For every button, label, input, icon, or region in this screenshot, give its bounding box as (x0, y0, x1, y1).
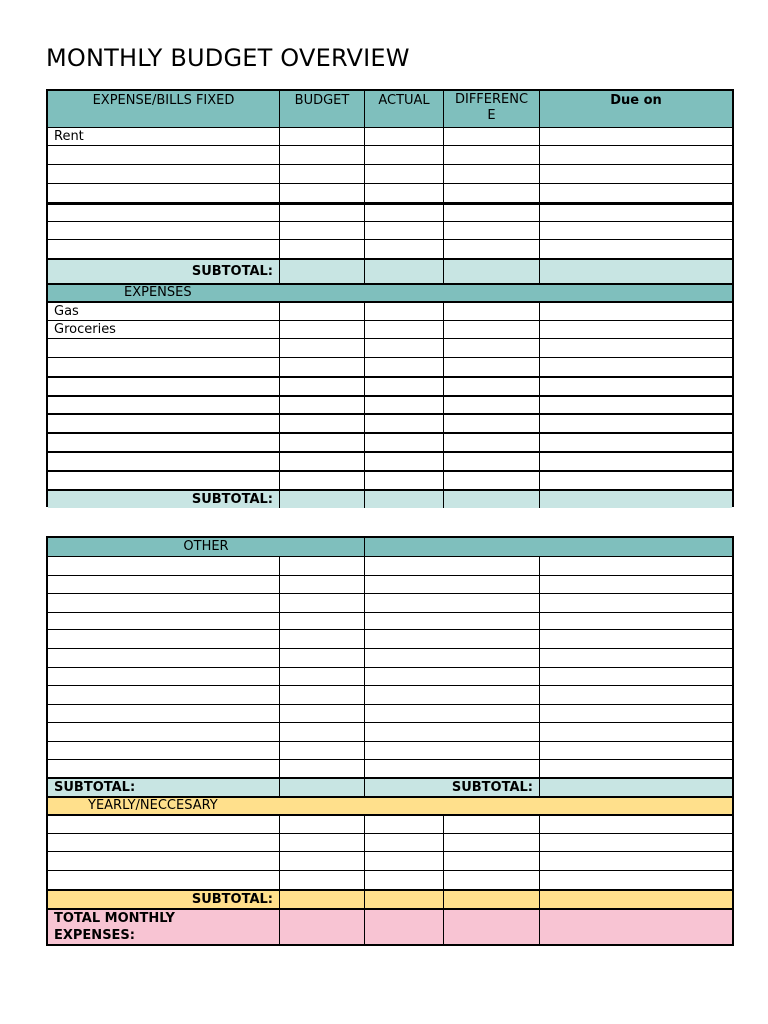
expense-difference-cell[interactable] (443, 303, 539, 320)
other-value-cell[interactable] (539, 630, 732, 648)
other-row[interactable] (48, 575, 732, 593)
yearly-actual-cell[interactable] (364, 816, 443, 833)
expense-due-cell[interactable] (539, 358, 732, 376)
other-row[interactable] (48, 759, 732, 778)
expenses-subtotal-row (48, 489, 732, 508)
expense-row[interactable] (48, 470, 732, 489)
expense-difference-cell[interactable] (443, 358, 539, 376)
yearly-budget-cell[interactable] (279, 871, 364, 889)
fixed-row[interactable] (48, 164, 732, 183)
other-value-cell[interactable] (279, 594, 364, 612)
total-row (48, 908, 732, 944)
fixed-due-cell[interactable] (539, 146, 732, 164)
fixed-subtotal-row (48, 258, 732, 283)
expense-difference-cell[interactable] (443, 378, 539, 395)
other-value-cell[interactable] (279, 576, 364, 593)
yearly-item-cell[interactable] (48, 871, 279, 889)
fixed-row[interactable] (48, 221, 732, 239)
expense-actual-cell[interactable] (364, 472, 443, 489)
yearly-item-cell[interactable] (48, 834, 279, 851)
expense-item-cell[interactable] (48, 339, 279, 357)
other-value-cell[interactable] (539, 686, 732, 704)
fixed-item-cell[interactable] (48, 222, 279, 239)
expense-row[interactable] (48, 357, 732, 376)
header-difference-text: DIFFERENC E (454, 92, 529, 123)
yearly-item-cell[interactable] (48, 852, 279, 870)
expenses-subtotal-budget[interactable] (279, 491, 364, 508)
yearly-difference-cell[interactable] (443, 834, 539, 851)
other-subtotal-left-label: SUBTOTAL: (54, 780, 136, 796)
other-row[interactable] (48, 556, 732, 575)
expense-difference-cell[interactable] (443, 434, 539, 451)
fixed-difference-cell[interactable] (443, 184, 539, 202)
expense-budget-cell[interactable] (279, 378, 364, 395)
fixed-row[interactable] (48, 145, 732, 164)
total-actual[interactable] (364, 910, 443, 944)
expense-budget-cell[interactable] (279, 358, 364, 376)
fixed-budget-cell[interactable] (279, 165, 364, 183)
other-value-cell[interactable] (279, 760, 364, 778)
yearly-item-cell[interactable] (48, 816, 279, 833)
fixed-difference-cell[interactable] (443, 222, 539, 239)
other-item-cell[interactable] (364, 613, 539, 630)
expense-row[interactable] (48, 376, 732, 395)
yearly-subtotal-due[interactable] (539, 891, 732, 908)
other-value-cell[interactable] (279, 723, 364, 741)
yearly-subtotal-actual[interactable] (364, 891, 443, 908)
other-item-cell[interactable] (48, 705, 279, 722)
yearly-row[interactable] (48, 814, 732, 833)
expense-difference-cell[interactable] (443, 453, 539, 470)
fixed-due-cell[interactable] (539, 205, 732, 221)
other-value-cell[interactable] (279, 705, 364, 722)
other-row[interactable] (48, 722, 732, 741)
expenses-subtotal-label: SUBTOTAL: (191, 492, 273, 507)
fixed-actual-cell[interactable] (364, 128, 443, 145)
fixed-difference-cell[interactable] (443, 165, 539, 183)
yearly-row[interactable] (48, 870, 732, 889)
fixed-difference-cell[interactable] (443, 205, 539, 221)
expense-item-cell[interactable] (48, 378, 279, 395)
yearly-difference-cell[interactable] (443, 852, 539, 870)
other-value-cell[interactable] (539, 649, 732, 667)
expense-budget-cell[interactable] (279, 339, 364, 357)
expense-row[interactable] (48, 413, 732, 432)
other-value-cell[interactable] (279, 742, 364, 759)
fixed-budget-cell[interactable] (279, 128, 364, 145)
other-value-cell[interactable] (279, 613, 364, 630)
other-item-cell[interactable] (364, 557, 539, 575)
other-item-cell[interactable] (48, 723, 279, 741)
expense-difference-cell[interactable] (443, 339, 539, 357)
other-value-cell[interactable] (279, 649, 364, 667)
expense-budget-cell[interactable] (279, 321, 364, 338)
expense-due-cell[interactable] (539, 397, 732, 413)
expenses-header-row (48, 283, 732, 301)
expense-due-cell[interactable] (539, 453, 732, 470)
fixed-budget-cell[interactable] (279, 240, 364, 258)
other-item-cell[interactable] (48, 576, 279, 593)
expense-difference-cell[interactable] (443, 321, 539, 338)
fixed-subtotal-label: SUBTOTAL: (191, 264, 273, 279)
expense-due-cell[interactable] (539, 472, 732, 489)
expense-due-cell[interactable] (539, 321, 732, 338)
expense-item-cell[interactable] (48, 453, 279, 470)
total-label-line1: TOTAL MONTHLY (54, 910, 175, 926)
fixed-header-row (48, 91, 732, 127)
yearly-actual-cell[interactable] (364, 871, 443, 889)
other-subtotal-right-value[interactable] (539, 779, 732, 796)
header-due-on: Due on (539, 91, 732, 127)
other-item-cell[interactable] (48, 686, 279, 704)
other-item-cell[interactable] (48, 649, 279, 667)
other-item-cell[interactable] (364, 760, 539, 778)
expense-item-cell[interactable] (48, 358, 279, 376)
other-value-cell[interactable] (539, 760, 732, 778)
yearly-due-cell[interactable] (539, 871, 732, 889)
expenses-subtotal-due[interactable] (539, 491, 732, 508)
other-subtotal-row (48, 777, 732, 796)
other-item-cell[interactable] (48, 760, 279, 778)
other-row[interactable] (48, 593, 732, 612)
yearly-subtotal-budget[interactable] (279, 891, 364, 908)
fixed-due-cell[interactable] (539, 184, 732, 202)
other-item-cell[interactable] (48, 742, 279, 759)
expense-difference-cell[interactable] (443, 415, 539, 432)
other-item-cell[interactable] (364, 723, 539, 741)
yearly-header-row (48, 796, 732, 814)
yearly-budget-cell[interactable] (279, 852, 364, 870)
expense-due-cell[interactable] (539, 303, 732, 320)
fixed-row[interactable] (48, 127, 732, 145)
fixed-row[interactable] (48, 183, 732, 202)
fixed-subtotal-due[interactable] (539, 260, 732, 283)
expense-item-cell[interactable] (48, 415, 279, 432)
yearly-budget-cell[interactable] (279, 816, 364, 833)
expense-due-cell[interactable] (539, 339, 732, 357)
yearly-subtotal-row (48, 889, 732, 908)
fixed-budget-cell[interactable] (279, 205, 364, 221)
expense-actual-cell[interactable] (364, 378, 443, 395)
header-difference (443, 91, 539, 127)
other-subtotal-right-label: SUBTOTAL: (364, 779, 539, 796)
fixed-due-cell[interactable] (539, 240, 732, 258)
expense-item-cell[interactable] (48, 397, 279, 413)
other-item-cell[interactable] (364, 649, 539, 667)
fixed-actual-cell[interactable] (364, 240, 443, 258)
other-header: OTHER (183, 539, 229, 554)
fixed-due-cell[interactable] (539, 165, 732, 183)
header-actual: ACTUAL (364, 91, 443, 127)
fixed-item-cell[interactable] (48, 165, 279, 183)
yearly-difference-cell[interactable] (443, 871, 539, 889)
other-value-cell[interactable] (539, 742, 732, 759)
expense-item-groceries[interactable]: Groceries (54, 322, 116, 337)
expense-budget-cell[interactable] (279, 415, 364, 432)
fixed-due-cell[interactable] (539, 128, 732, 145)
fixed-row[interactable] (48, 202, 732, 221)
expense-actual-cell[interactable] (364, 321, 443, 338)
other-row[interactable] (48, 685, 732, 704)
other-value-cell[interactable] (539, 557, 732, 575)
fixed-item-cell[interactable] (48, 184, 279, 202)
yearly-header: YEARLY/NECCESARY (88, 798, 218, 814)
total-budget[interactable] (279, 910, 364, 944)
other-value-cell[interactable] (539, 576, 732, 593)
yearly-actual-cell[interactable] (364, 834, 443, 851)
other-item-cell[interactable] (48, 668, 279, 685)
other-item-cell[interactable] (48, 557, 279, 575)
fixed-item-rent[interactable]: Rent (54, 129, 84, 144)
expense-difference-cell[interactable] (443, 472, 539, 489)
yearly-difference-cell[interactable] (443, 816, 539, 833)
total-difference[interactable] (443, 910, 539, 944)
other-item-cell[interactable] (364, 686, 539, 704)
expense-actual-cell[interactable] (364, 339, 443, 357)
yearly-actual-cell[interactable] (364, 852, 443, 870)
other-value-cell[interactable] (539, 613, 732, 630)
page-title: MONTHLY BUDGET OVERVIEW (46, 44, 410, 72)
yearly-row[interactable] (48, 833, 732, 851)
expense-budget-cell[interactable] (279, 472, 364, 489)
expense-row[interactable] (48, 451, 732, 470)
fixed-actual-cell[interactable] (364, 184, 443, 202)
expenses-subtotal-difference[interactable] (443, 491, 539, 508)
expense-item-gas[interactable]: Gas (54, 304, 79, 319)
expense-budget-cell[interactable] (279, 303, 364, 320)
total-label-line2: EXPENSES: (54, 927, 135, 943)
fixed-subtotal-actual[interactable] (364, 260, 443, 283)
expense-budget-cell[interactable] (279, 397, 364, 413)
yearly-row[interactable] (48, 851, 732, 870)
other-header-blank (364, 538, 732, 556)
other-value-cell[interactable] (279, 668, 364, 685)
yearly-due-cell[interactable] (539, 852, 732, 870)
other-row[interactable] (48, 667, 732, 685)
expense-actual-cell[interactable] (364, 434, 443, 451)
budget-table-main (46, 89, 734, 507)
expenses-subtotal-actual[interactable] (364, 491, 443, 508)
other-value-cell[interactable] (279, 630, 364, 648)
other-item-cell[interactable] (48, 594, 279, 612)
expense-budget-cell[interactable] (279, 434, 364, 451)
fixed-actual-cell[interactable] (364, 222, 443, 239)
total-label (48, 910, 279, 944)
other-item-cell[interactable] (364, 705, 539, 722)
expense-item-cell[interactable] (48, 434, 279, 451)
other-value-cell[interactable] (539, 723, 732, 741)
other-row[interactable] (48, 629, 732, 648)
other-item-cell[interactable] (364, 594, 539, 612)
yearly-due-cell[interactable] (539, 816, 732, 833)
fixed-item-cell[interactable] (48, 146, 279, 164)
fixed-due-cell[interactable] (539, 222, 732, 239)
expense-budget-cell[interactable] (279, 453, 364, 470)
expense-actual-cell[interactable] (364, 415, 443, 432)
expense-actual-cell[interactable] (364, 397, 443, 413)
expense-actual-cell[interactable] (364, 303, 443, 320)
header-expense-bills-fixed: EXPENSE/BILLS FIXED (92, 93, 235, 108)
fixed-subtotal-difference[interactable] (443, 260, 539, 283)
expense-row[interactable] (48, 301, 732, 320)
other-row[interactable] (48, 704, 732, 722)
fixed-budget-cell[interactable] (279, 184, 364, 202)
expense-row[interactable] (48, 432, 732, 451)
fixed-difference-cell[interactable] (443, 240, 539, 258)
other-item-cell[interactable] (48, 630, 279, 648)
expense-due-cell[interactable] (539, 378, 732, 395)
fixed-item-cell[interactable] (48, 205, 279, 221)
fixed-actual-cell[interactable] (364, 146, 443, 164)
expense-row[interactable] (48, 320, 732, 338)
expense-row[interactable] (48, 338, 732, 357)
header-budget: BUDGET (279, 91, 364, 127)
expense-due-cell[interactable] (539, 415, 732, 432)
other-item-cell[interactable] (364, 668, 539, 685)
fixed-budget-cell[interactable] (279, 222, 364, 239)
other-row[interactable] (48, 648, 732, 667)
yearly-budget-cell[interactable] (279, 834, 364, 851)
other-item-cell[interactable] (364, 630, 539, 648)
expense-row[interactable] (48, 395, 732, 413)
fixed-difference-cell[interactable] (443, 128, 539, 145)
fixed-row[interactable] (48, 239, 732, 258)
expense-due-cell[interactable] (539, 434, 732, 451)
fixed-difference-cell[interactable] (443, 146, 539, 164)
expense-item-cell[interactable] (48, 472, 279, 489)
expenses-header: EXPENSES (124, 285, 192, 300)
other-value-cell[interactable] (279, 557, 364, 575)
other-value-cell[interactable] (539, 705, 732, 722)
other-header-row (48, 538, 732, 556)
total-due[interactable] (539, 910, 732, 944)
other-row[interactable] (48, 741, 732, 759)
fixed-item-cell[interactable] (48, 240, 279, 258)
expense-actual-cell[interactable] (364, 453, 443, 470)
other-value-cell[interactable] (539, 594, 732, 612)
yearly-subtotal-difference[interactable] (443, 891, 539, 908)
yearly-subtotal-label: SUBTOTAL: (191, 891, 273, 907)
fixed-actual-cell[interactable] (364, 165, 443, 183)
other-item-cell[interactable] (364, 742, 539, 759)
expense-difference-cell[interactable] (443, 397, 539, 413)
other-subtotal-left-value[interactable] (279, 779, 364, 796)
other-item-cell[interactable] (364, 576, 539, 593)
other-row[interactable] (48, 612, 732, 630)
fixed-subtotal-budget[interactable] (279, 260, 364, 283)
budget-table-other (46, 536, 734, 946)
other-item-cell[interactable] (48, 613, 279, 630)
fixed-actual-cell[interactable] (364, 205, 443, 221)
other-value-cell[interactable] (279, 686, 364, 704)
yearly-due-cell[interactable] (539, 834, 732, 851)
fixed-budget-cell[interactable] (279, 146, 364, 164)
other-value-cell[interactable] (539, 668, 732, 685)
expense-actual-cell[interactable] (364, 358, 443, 376)
